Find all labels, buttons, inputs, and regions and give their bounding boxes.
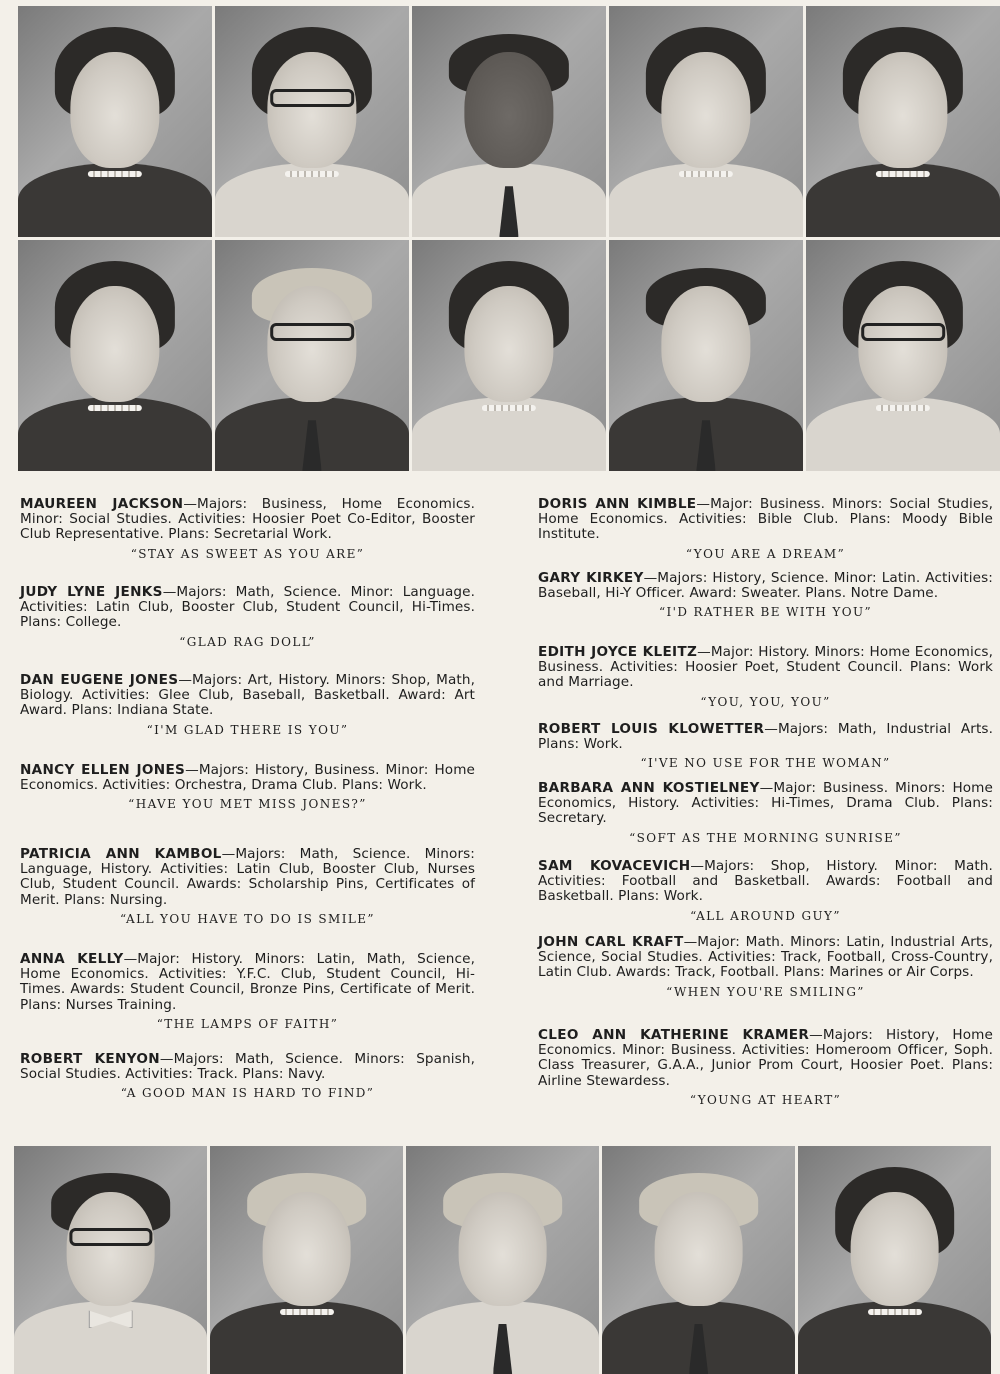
portrait-photo xyxy=(215,6,409,237)
portrait-photo xyxy=(412,240,606,471)
student-entry xyxy=(538,722,993,770)
portrait-photo xyxy=(215,240,409,471)
student-entry xyxy=(538,1028,993,1107)
student-entry xyxy=(538,645,993,709)
student-motto: “I'D RATHER BE WITH YOU” xyxy=(658,605,873,620)
student-name: PATRICIA ANN KAMBOL xyxy=(20,846,222,862)
portrait-photo xyxy=(210,1146,403,1374)
student-name: NANCY ELLEN JONES xyxy=(20,762,186,778)
student-name: ROBERT KENYON xyxy=(20,1051,160,1067)
student-name: MAUREEN JACKSON xyxy=(20,496,184,512)
student-entry xyxy=(20,1052,475,1100)
student-entry xyxy=(538,571,993,619)
student-name: JUDY LYNE JENKS xyxy=(20,584,163,600)
student-details: —Majors: Art, History. Minors: Shop, Math, Biology. Activities: Glee Club, Baseball, Basketball. Award: Art Award. Plans: Indiana State. xyxy=(20,672,475,719)
student-motto: “ALL YOU HAVE TO DO IS SMILE” xyxy=(120,911,375,926)
student-motto: “YOU ARE A DREAM” xyxy=(685,546,846,561)
student-entry xyxy=(20,585,475,649)
portrait-row-bottom xyxy=(14,1146,991,1374)
student-name: EDITH JOYCE KLEITZ xyxy=(538,644,698,660)
student-entry xyxy=(538,859,993,923)
student-details: —Majors: Business, Home Economics. Minor: Social Studies. Activities: Hoosier Poet Co-Editor, Booster Club Representative. Plans: Secretarial Work. xyxy=(20,496,475,543)
student-name: CLEO ANN KATHERINE KRAMER xyxy=(538,1027,810,1043)
student-name: ANNA KELLY xyxy=(20,951,124,967)
student-name: ROBERT LOUIS KLOWETTER xyxy=(538,721,765,737)
student-entry xyxy=(20,673,475,737)
student-motto: “I'M GLAD THERE IS YOU” xyxy=(146,722,349,737)
student-details: —Majors: History, Science. Minor: Latin. Activities: Baseball, Hi-Y Officer. Award: Sweater. Plans. Notre Dame. xyxy=(538,570,993,602)
student-details: —Major: Math. Minors: Latin, Industrial Arts, Science, Social Studies. Activities: Track, Football, Cross-Country, Latin Club. Awards: Track, Football. Plans: Marines or Air Corps. xyxy=(538,934,993,981)
student-motto: “SOFT AS THE MORNING SUNRISE” xyxy=(629,830,902,845)
student-name: BARBARA ANN KOSTIELNEY xyxy=(538,780,760,796)
student-details: —Majors: Math, Science. Minors: Spanish, Social Studies. Activities: Track. Plans: Navy. xyxy=(20,1051,475,1083)
student-details: —Major: History. Minors: Home Economics, Business. Activities: Hoosier Poet, Student Council. Plans: Work and Marriage. xyxy=(538,644,993,691)
student-name: GARY KIRKEY xyxy=(538,570,644,586)
student-motto: “YOU, YOU, YOU” xyxy=(700,694,831,709)
portrait-photo xyxy=(798,1146,991,1374)
portrait-photo xyxy=(18,240,212,471)
portrait-row-top xyxy=(18,6,1000,237)
student-details: —Majors: Shop, History. Minor: Math. Activities: Football and Basketball. Awards: Football and Basketball. Plans: Work. xyxy=(538,858,993,905)
portrait-row-middle xyxy=(18,240,1000,471)
student-entry xyxy=(20,847,475,926)
student-entry xyxy=(20,763,475,811)
portrait-photo xyxy=(602,1146,795,1374)
student-entry xyxy=(538,497,993,561)
student-name: DORIS ANN KIMBLE xyxy=(538,496,697,512)
student-motto: “STAY AS SWEET AS YOU ARE” xyxy=(130,546,365,561)
student-name: SAM KOVACEVICH xyxy=(538,858,691,874)
student-motto: “A GOOD MAN IS HARD TO FIND” xyxy=(120,1086,375,1101)
student-motto: “HAVE YOU MET MISS JONES?” xyxy=(128,797,367,812)
student-entry xyxy=(538,935,993,999)
student-details: —Majors: Math, Industrial Arts. Plans: Work. xyxy=(538,721,993,753)
student-details: —Major: History. Minors: Latin, Math, Science, Home Economics. Activities: Y.F.C. Club, Student Council, Hi-Times. Awards: Student Council, Bronze Pins, Certificate of Merit. Plans: Nurses Training. xyxy=(20,951,475,1013)
student-details: —Major: Business. Minors: Home Economics, History. Activities: Hi-Times, Drama Club. Plans: Secretary. xyxy=(538,780,993,827)
portrait-photo xyxy=(14,1146,207,1374)
student-entry xyxy=(20,497,475,561)
portrait-photo xyxy=(406,1146,599,1374)
student-name: DAN EUGENE JONES xyxy=(20,672,179,688)
student-motto: “ALL AROUND GUY” xyxy=(690,908,841,923)
student-entry xyxy=(20,952,475,1031)
student-motto: “GLAD RAG DOLL” xyxy=(179,634,316,649)
portrait-photo xyxy=(806,6,1000,237)
student-name: JOHN CARL KRAFT xyxy=(538,934,684,950)
student-details: —Majors: History, Business. Minor: Home Economics. Activities: Orchestra, Drama Club. Plans: Work. xyxy=(20,762,476,794)
student-motto: “WHEN YOU'RE SMILING” xyxy=(666,984,865,999)
student-entry xyxy=(538,781,993,845)
portrait-photo xyxy=(18,6,212,237)
student-details: —Majors: Math, Science. Minor: Language. Activities: Latin Club, Booster Club, Student Council, Hi-Times. Plans: College. xyxy=(20,584,475,631)
portrait-photo xyxy=(412,6,606,237)
student-details: —Major: Business. Minors: Social Studies, Home Economics. Activities: Bible Club. Plans: Moody Bible Institute. xyxy=(538,496,993,543)
student-motto: “I'VE NO USE FOR THE WOMAN” xyxy=(640,756,891,771)
portrait-photo xyxy=(806,240,1000,471)
portrait-photo xyxy=(609,240,803,471)
student-details: —Majors: History, Home Economics. Minor: Business. Activities: Homeroom Officer, Soph. Class Treasurer, G.A.A., Junior Prom Court, Hoosier Poet. Plans: Airline Stewardess. xyxy=(538,1027,993,1089)
student-details: —Majors: Math, Science. Minors: Language, History. Activities: Latin Club, Booster Club, Nurses Club, Student Council. Awards: Scholarship Pins, Certificates of Merit. Plans: Nursing. xyxy=(20,846,475,908)
portrait-photo xyxy=(609,6,803,237)
student-motto: “THE LAMPS OF FAITH” xyxy=(156,1016,339,1031)
student-motto: “YOUNG AT HEART” xyxy=(689,1092,842,1107)
